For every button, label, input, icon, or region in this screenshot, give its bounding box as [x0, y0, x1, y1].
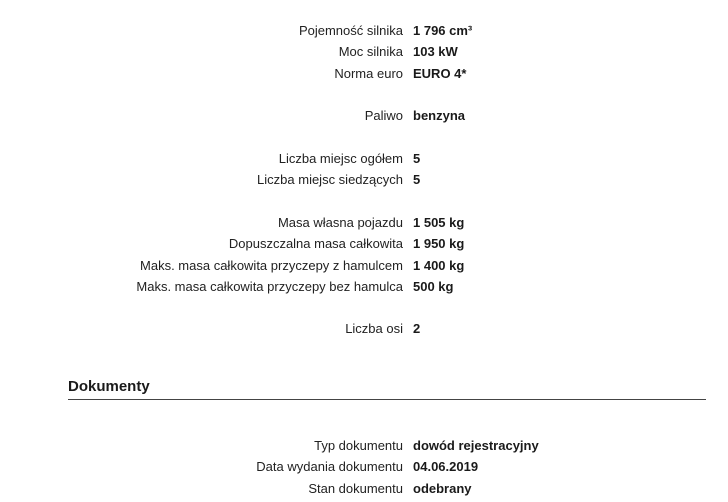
- seats-sitting-value: 5: [413, 172, 421, 187]
- documents-heading: Dokumenty: [68, 378, 150, 395]
- row-document-issue-date: [0, 457, 728, 477]
- row-trailer-braked: [0, 256, 728, 276]
- row-seats-sitting: [0, 170, 728, 190]
- euro-norm-label: Norma euro: [334, 66, 403, 81]
- row-fuel: [0, 106, 728, 126]
- engine-power-label: Moc silnika: [338, 44, 403, 59]
- row-axles: [0, 319, 728, 339]
- seats-total-label: Liczba miejsc ogółem: [278, 151, 403, 166]
- gross-weight-value: 1 950 kg: [413, 236, 465, 251]
- seats-total-value: 5: [413, 151, 421, 166]
- axles-value: 2: [413, 321, 421, 336]
- seats-sitting-label: Liczba miejsc siedzących: [257, 172, 403, 187]
- engine-capacity-label: Pojemność silnika: [298, 23, 403, 38]
- euro-norm-value: EURO 4*: [413, 66, 467, 81]
- document-issue-date-value: 04.06.2019: [413, 459, 479, 474]
- document-issue-date-label: Data wydania dokumentu: [256, 459, 403, 474]
- trailer-braked-label: Maks. masa całkowita przyczepy z hamulcem: [140, 258, 403, 273]
- trailer-unbraked-label: Maks. masa całkowita przyczepy bez hamulca: [136, 279, 403, 294]
- row-document-type: [0, 436, 728, 456]
- row-document-status: [0, 479, 728, 499]
- engine-power-value: 103 kW: [413, 44, 458, 59]
- row-curb-weight: [0, 213, 728, 233]
- documents-divider: [68, 399, 706, 400]
- fuel-value: benzyna: [413, 108, 466, 123]
- curb-weight-label: Masa własna pojazdu: [277, 215, 403, 230]
- row-engine-capacity: [0, 21, 728, 41]
- gross-weight-label: Dopuszczalna masa całkowita: [228, 236, 403, 251]
- axles-label: Liczba osi: [345, 321, 403, 336]
- document-type-value: dowód rejestracyjny: [413, 438, 539, 453]
- row-seats-total: [0, 149, 728, 169]
- fuel-label: Paliwo: [364, 108, 403, 123]
- document-status-value: odebrany: [413, 481, 472, 496]
- engine-capacity-value: 1 796 cm³: [413, 23, 473, 38]
- row-engine-power: [0, 42, 728, 62]
- row-gross-weight: [0, 234, 728, 254]
- row-euro-norm: [0, 64, 728, 84]
- trailer-unbraked-value: 500 kg: [413, 279, 454, 294]
- document-status-label: Stan dokumentu: [308, 481, 403, 496]
- trailer-braked-value: 1 400 kg: [413, 258, 465, 273]
- row-trailer-unbraked: [0, 277, 728, 297]
- document-type-label: Typ dokumentu: [314, 438, 403, 453]
- curb-weight-value: 1 505 kg: [413, 215, 465, 230]
